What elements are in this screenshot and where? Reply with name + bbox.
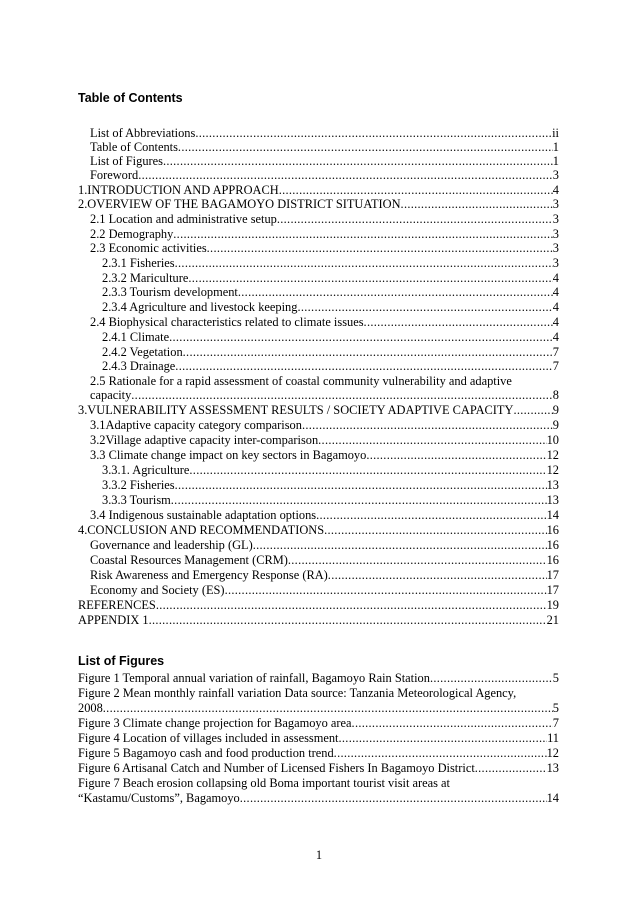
toc-entry-governance[interactable] <box>90 538 559 552</box>
toc-label: APPENDIX 1 <box>78 613 149 627</box>
toc-entry-2-4-3[interactable] <box>102 359 559 373</box>
toc-page: 3 <box>552 197 559 211</box>
toc-entry-2-2[interactable] <box>90 227 559 241</box>
toc-label: 2.3.4 Agriculture and livestock keeping <box>102 300 298 314</box>
toc-label: OVERVIEW OF THE BAGAMOYO DISTRICT SITUATION <box>87 197 401 211</box>
figure-label: Figure 5 Bagamoyo cash and food production trend <box>78 746 334 760</box>
toc-number: 4. <box>78 523 88 537</box>
toc-entry-2-4-1[interactable] <box>102 330 559 344</box>
toc-entry-2-4[interactable] <box>90 315 559 329</box>
figure-label: Figure 3 Climate change projection for Bagamoyo area <box>78 716 352 730</box>
dot-leader <box>352 716 553 730</box>
toc-heading: Table of Contents <box>78 91 183 105</box>
toc-entry-section-4[interactable] <box>78 523 559 537</box>
toc-number: 1. <box>78 183 88 197</box>
figure-page: 7 <box>552 716 559 730</box>
toc-page: 13 <box>546 478 559 492</box>
toc-entry-section-1[interactable] <box>78 183 559 197</box>
dot-leader <box>149 613 547 627</box>
toc-entry-references[interactable] <box>78 598 559 612</box>
toc-label: 3.3 Climate change impact on key sectors in Bagamoyo <box>90 448 367 462</box>
toc-page: 3 <box>552 227 559 241</box>
toc-page: 17 <box>546 583 559 597</box>
toc-entry-table-of-contents[interactable] <box>90 140 559 154</box>
figure-label: Figure 6 Artisanal Catch and Number of Licensed Fishers In Bagamoyo District <box>78 761 475 775</box>
dot-leader <box>339 731 548 745</box>
toc-label: Governance and leadership (GL) <box>90 538 253 552</box>
toc-page: 3 <box>552 241 559 255</box>
toc-page: 8 <box>552 388 559 402</box>
dot-leader <box>240 791 547 805</box>
figure-entry-6[interactable] <box>78 761 559 775</box>
toc-label: 2.3.1 Fisheries <box>102 256 175 270</box>
toc-label: Risk Awareness and Emergency Response (RA) <box>90 568 328 582</box>
toc-entry-3-1[interactable] <box>90 418 559 432</box>
toc-entry-2-3-1[interactable] <box>102 256 559 270</box>
toc-label: CONCLUSION AND RECOMMENDATIONS <box>87 523 325 537</box>
dot-leader <box>430 671 553 685</box>
toc-label: 2.3 Economic activities <box>90 241 207 255</box>
figure-entry-1[interactable] <box>78 671 559 685</box>
dot-leader <box>238 285 553 299</box>
toc-label: 2.4.1 Climate <box>102 330 170 344</box>
toc-entry-economy-society[interactable] <box>90 583 559 597</box>
toc-entry-foreword[interactable] <box>90 168 559 182</box>
figure-page: 14 <box>546 791 559 805</box>
toc-entry-2-5-line1[interactable]: 2.5 Rationale for a rapid assessment of coastal community vulnerability and adaptive <box>90 374 512 388</box>
dot-leader <box>138 168 553 182</box>
toc-label: 2.2 Demography <box>90 227 174 241</box>
figure-entry-2[interactable] <box>78 701 559 715</box>
toc-page: 12 <box>546 448 559 462</box>
toc-label: Economy and Society (ES) <box>90 583 225 597</box>
toc-number: 3. <box>78 403 88 417</box>
figure-entry-7-line1[interactable]: Figure 7 Beach erosion collapsing old Boma important tourist visit areas at <box>78 776 450 790</box>
toc-entry-3-3-1[interactable] <box>102 463 559 477</box>
toc-label: INTRODUCTION AND APPROACH <box>87 183 279 197</box>
toc-entry-2-4-2[interactable] <box>102 345 559 359</box>
toc-entry-3-3-2[interactable] <box>102 478 559 492</box>
figure-label: Figure 4 Location of villages included in assessment <box>78 731 339 745</box>
dot-leader <box>253 538 547 552</box>
dot-leader <box>188 271 552 285</box>
toc-page: 3 <box>552 256 559 270</box>
toc-label: Foreword <box>90 168 139 182</box>
toc-entry-abbreviations[interactable] <box>90 126 559 140</box>
figure-label: Figure 1 Temporal annual variation of rainfall, Bagamoyo Rain Station <box>78 671 430 685</box>
toc-page: 14 <box>546 508 559 522</box>
toc-label: 3.3.3 Tourism <box>102 493 171 507</box>
dot-leader <box>225 583 547 597</box>
dot-leader <box>171 493 547 507</box>
figure-page: 5 <box>552 671 559 685</box>
toc-page: 10 <box>546 433 559 447</box>
dot-leader <box>318 433 546 447</box>
toc-entry-risk-awareness[interactable] <box>90 568 559 582</box>
dot-leader <box>173 227 553 241</box>
toc-entry-2-5[interactable] <box>90 388 559 402</box>
dot-leader <box>288 553 547 567</box>
toc-label: Village adaptive capacity inter-comparison <box>105 433 319 447</box>
toc-label: 2.3.3 Tourism development <box>102 285 238 299</box>
dot-leader <box>297 300 552 314</box>
toc-label: 2.3.2 Mariculture <box>102 271 189 285</box>
toc-page: 19 <box>546 598 559 612</box>
figure-label: 2008 <box>78 701 103 715</box>
toc-page: 4 <box>552 330 559 344</box>
toc-label: REFERENCES <box>78 598 156 612</box>
toc-label: List of Abbreviations <box>90 126 196 140</box>
figure-entry-3[interactable] <box>78 716 559 730</box>
toc-entry-2-3-2[interactable] <box>102 271 559 285</box>
toc-page: 3 <box>552 168 559 182</box>
toc-page: 7 <box>552 359 559 373</box>
toc-label: 2.1 Location and administrative setup <box>90 212 277 226</box>
toc-label: 2.4 Biophysical characteristics related to climate issues <box>90 315 364 329</box>
figure-entry-4[interactable] <box>78 731 559 745</box>
toc-page: 4 <box>552 285 559 299</box>
toc-entry-3-4[interactable] <box>90 508 559 522</box>
dot-leader <box>178 140 553 154</box>
figure-page: 13 <box>546 761 559 775</box>
dot-leader <box>131 388 553 402</box>
toc-label: Coastal Resources Management (CRM) <box>90 553 288 567</box>
toc-page: 7 <box>552 345 559 359</box>
toc-entry-3-3-3[interactable] <box>102 493 559 507</box>
dot-leader <box>163 154 553 168</box>
toc-entry-2-1[interactable] <box>90 212 559 226</box>
toc-page: 4 <box>552 300 559 314</box>
dot-leader <box>401 197 553 211</box>
toc-label: List of Figures <box>90 154 163 168</box>
dot-leader <box>195 126 552 140</box>
figure-page: 11 <box>547 731 559 745</box>
dot-leader <box>103 701 553 715</box>
toc-label: 2.4.2 Vegetation <box>102 345 183 359</box>
toc-label: capacity <box>90 388 132 402</box>
dot-leader <box>156 598 547 612</box>
toc-label: Table of Contents <box>90 140 178 154</box>
toc-page: 9 <box>552 418 559 432</box>
toc-label: 2.4.3 Drainage <box>102 359 176 373</box>
toc-entry-2-3-4[interactable] <box>102 300 559 314</box>
toc-number: 3.2 <box>90 433 106 447</box>
dot-leader <box>183 345 553 359</box>
dot-leader <box>316 508 547 522</box>
toc-label: VULNERABILITY ASSESSMENT RESULTS / SOCIETY ADAPTIVE CAPACITY <box>87 403 514 417</box>
toc-page: 17 <box>546 568 559 582</box>
toc-page: 4 <box>552 271 559 285</box>
dot-leader <box>169 330 553 344</box>
toc-page: 3 <box>552 212 559 226</box>
dot-leader <box>175 478 547 492</box>
toc-number: 3.1 <box>90 418 106 432</box>
dot-leader <box>324 523 547 537</box>
dot-leader <box>328 568 547 582</box>
figure-entry-5[interactable] <box>78 746 559 760</box>
toc-entry-2-3-3[interactable] <box>102 285 559 299</box>
toc-entry-2-3[interactable] <box>90 241 559 255</box>
figure-label: “Kastamu/Customs”, Bagamoyo <box>78 791 240 805</box>
toc-entry-coastal-resources[interactable] <box>90 553 559 567</box>
dot-leader <box>513 403 552 417</box>
toc-page: 16 <box>546 538 559 552</box>
toc-page: 12 <box>546 463 559 477</box>
figure-page: 12 <box>546 746 559 760</box>
dot-leader <box>277 212 553 226</box>
dot-leader <box>175 256 553 270</box>
page-number: 1 <box>315 848 323 862</box>
toc-page: 16 <box>546 553 559 567</box>
toc-label: 3.3.2 Fisheries <box>102 478 175 492</box>
toc-page: 4 <box>552 315 559 329</box>
toc-entry-3-3[interactable] <box>90 448 559 462</box>
toc-label: 3.4 Indigenous sustainable adaptation options <box>90 508 317 522</box>
toc-label: 3.3.1. Agriculture <box>102 463 190 477</box>
toc-page: 9 <box>552 403 559 417</box>
toc-page: 1 <box>552 154 559 168</box>
toc-number: 2. <box>78 197 88 211</box>
dot-leader <box>175 359 553 373</box>
dot-leader <box>189 463 546 477</box>
toc-entry-appendix-1[interactable] <box>78 613 559 627</box>
figure-entry-7[interactable] <box>78 791 559 805</box>
figure-page: 5 <box>552 701 559 715</box>
toc-entry-section-3[interactable] <box>78 403 559 417</box>
toc-page: 4 <box>552 183 559 197</box>
toc-entry-section-2[interactable] <box>78 197 559 211</box>
dot-leader <box>475 761 547 775</box>
dot-leader <box>334 746 547 760</box>
dot-leader <box>207 241 553 255</box>
dot-leader <box>302 418 553 432</box>
toc-page: 16 <box>546 523 559 537</box>
dot-leader <box>364 315 553 329</box>
toc-page: ii <box>552 126 559 140</box>
toc-page: 13 <box>546 493 559 507</box>
toc-entry-list-of-figures[interactable] <box>90 154 559 168</box>
toc-page: 21 <box>546 613 559 627</box>
toc-entry-3-2[interactable] <box>90 433 559 447</box>
figures-heading: List of Figures <box>78 654 165 668</box>
toc-label: Adaptive capacity category comparison <box>105 418 302 432</box>
dot-leader <box>366 448 546 462</box>
toc-page: 1 <box>552 140 559 154</box>
figure-entry-2-line1[interactable]: Figure 2 Mean monthly rainfall variation Data source: Tanzania Meteorological Agency, <box>78 686 517 700</box>
dot-leader <box>279 183 553 197</box>
